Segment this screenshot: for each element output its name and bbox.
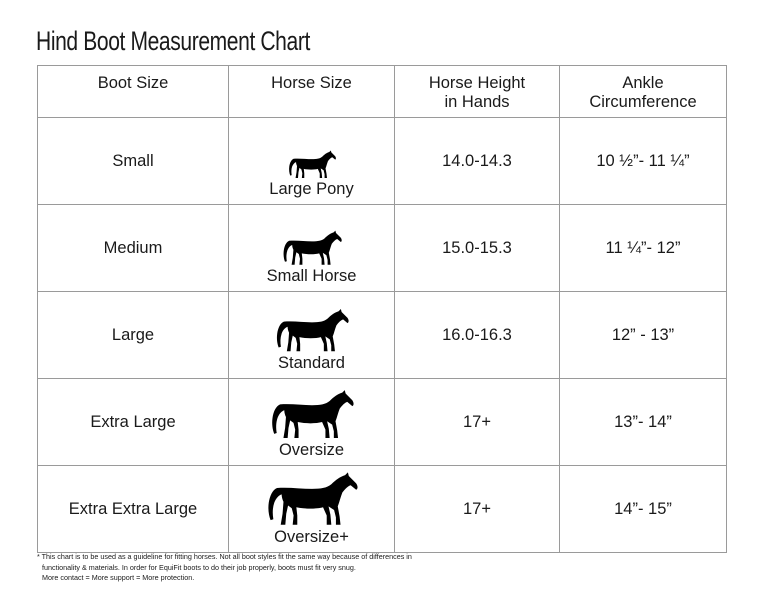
header-ankle-circumference (560, 66, 727, 118)
footnote-line-1: * This chart is to be used as a guideline for fitting horses. Not all boot styles fit the same way because of differences in (37, 552, 412, 561)
horse-size-label: Oversize+ (274, 528, 349, 546)
horse-height-cell: 14.0-14.3 (395, 118, 560, 205)
table-row (38, 466, 727, 553)
horse-size-label: Standard (278, 354, 345, 372)
ankle-circumference-cell: 10 ½”- 11 ¼” (560, 118, 727, 205)
horse-silhouette-icon (266, 471, 358, 527)
small-horse-silhouette-icon (287, 150, 337, 179)
table-header-row (38, 66, 727, 118)
ankle-circumference-cell: 12” - 13” (560, 292, 727, 379)
horse-height-cell: 15.0-15.3 (395, 205, 560, 292)
boot-size-cell: Medium (38, 205, 229, 292)
header-ankle-line1: Ankle (622, 74, 664, 92)
horse-silhouette-icon (275, 308, 349, 353)
ankle-circumference-cell: 13”- 14” (560, 379, 727, 466)
horse-height-cell: 17+ (395, 466, 560, 553)
header-ankle-line2: Circumference (589, 93, 697, 111)
horse-size-cell (229, 118, 395, 205)
horse-height-cell: 17+ (395, 379, 560, 466)
page-title: Hind Boot Measurement Chart (36, 26, 310, 56)
header-horse-height (395, 66, 560, 118)
footnote-line-3: More contact = More support = More protection. (42, 573, 195, 582)
boot-size-cell: Extra Extra Large (38, 466, 229, 553)
table-row (38, 379, 727, 466)
horse-size-cell (229, 205, 395, 292)
horse-silhouette-icon (282, 230, 342, 266)
horse-size-label: Oversize (278, 441, 345, 459)
horse-size-cell (229, 466, 395, 553)
footnote (37, 552, 517, 584)
horse-size-label: Large Pony (269, 180, 354, 198)
measurement-table (37, 65, 727, 553)
horse-size-cell (229, 379, 395, 466)
boot-size-cell: Extra Large (38, 379, 229, 466)
boot-size-cell: Small (38, 118, 229, 205)
boot-size-cell: Large (38, 292, 229, 379)
table-row (38, 118, 727, 205)
table-row (38, 292, 727, 379)
header-boot-size: Boot Size (38, 66, 229, 118)
horse-height-cell: 16.0-16.3 (395, 292, 560, 379)
header-horse-height-line1: Horse Height (428, 74, 526, 92)
horse-size-label: Small Horse (266, 267, 357, 285)
footnote-line-2: functionality & materials. In order for EquiFit boots to do their job properly, boots must fit very snug. (42, 562, 356, 572)
table-row (38, 205, 727, 292)
ankle-circumference-cell: 14”- 15” (560, 466, 727, 553)
horse-silhouette-icon (270, 389, 354, 440)
header-horse-height-line2: in Hands (444, 93, 510, 111)
header-horse-size: Horse Size (229, 66, 395, 118)
ankle-circumference-cell: 11 ¼”- 12” (560, 205, 727, 292)
horse-size-cell (229, 292, 395, 379)
